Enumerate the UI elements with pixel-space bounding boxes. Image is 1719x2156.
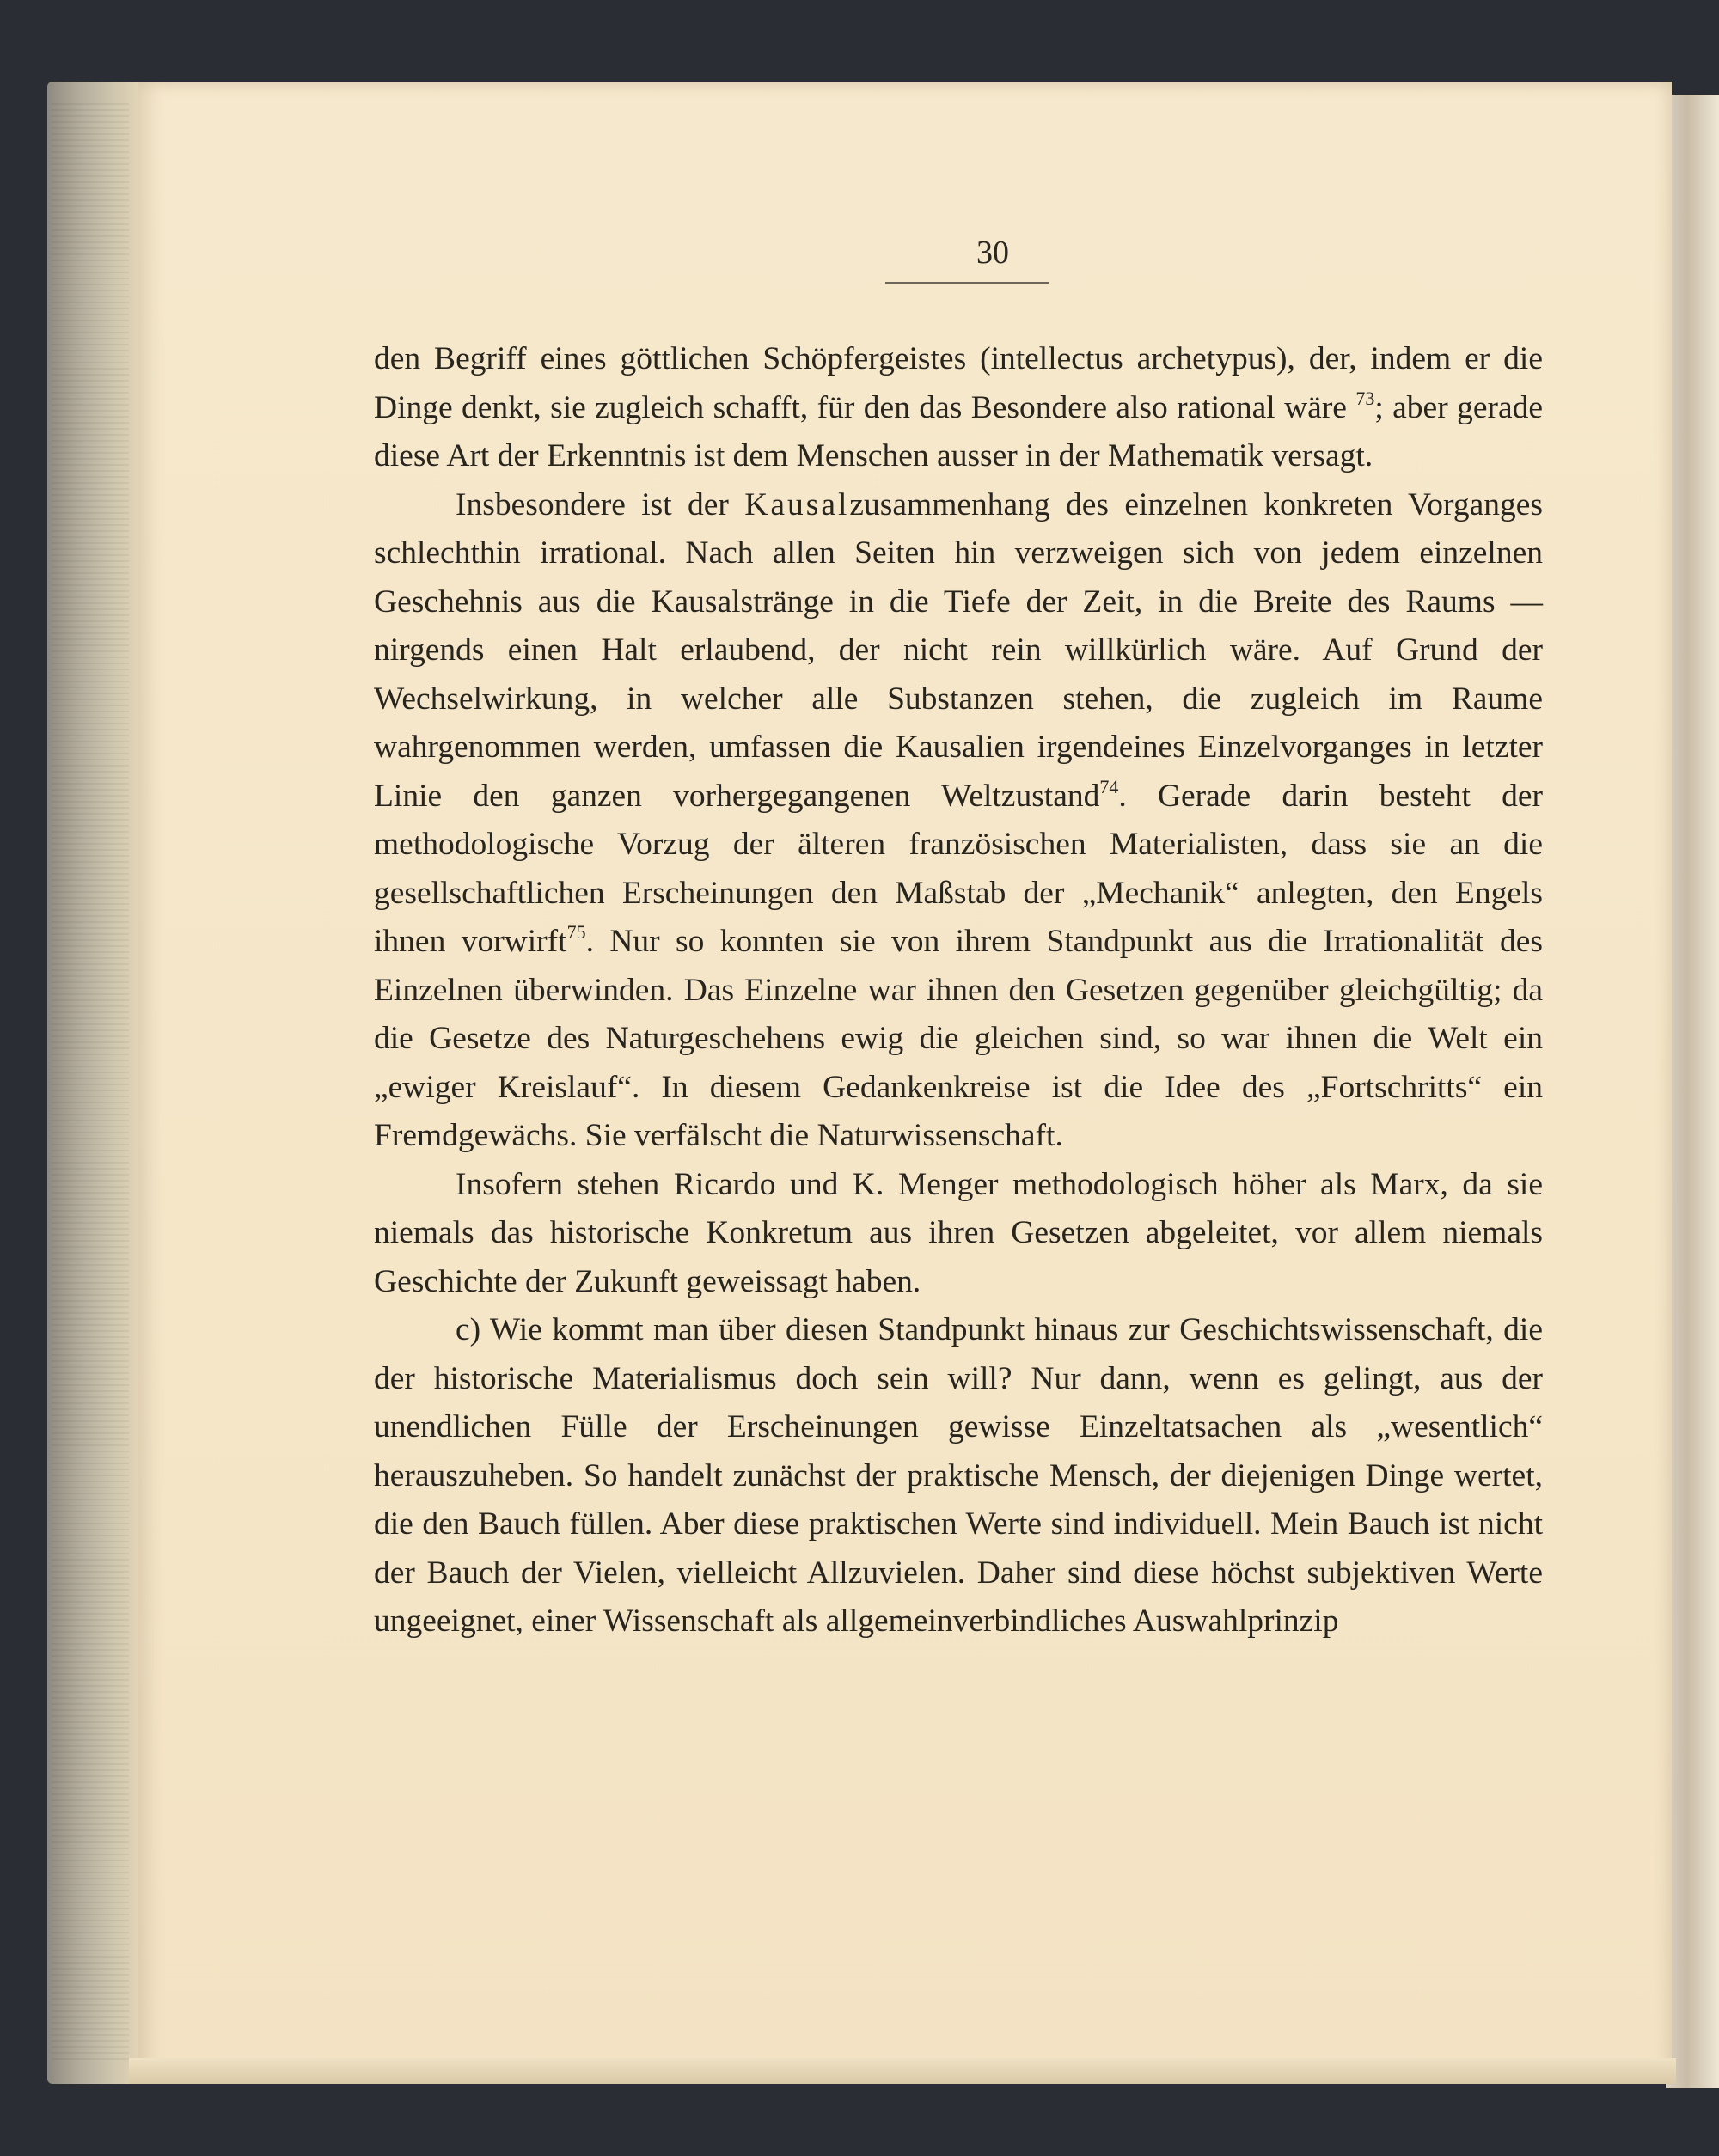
footnote-reference: 73	[1355, 387, 1375, 409]
spine-texture	[52, 103, 129, 2062]
page-number: 30	[976, 235, 1009, 271]
header-rule	[885, 282, 1049, 284]
paragraph	[374, 481, 1543, 1161]
footnote-reference: 75	[566, 921, 586, 943]
footnote-reference: 74	[1099, 775, 1119, 797]
text-run: . Nur so konnten sie von ihrem Standpunkt aus die Irrationalität des Einzelnen überwinden. Das Einzelne war ihnen den Gesetzen gegenüber gleichgültig; da die Gesetze des Naturgeschehens ewig die gleichen sind, so war ihnen die Welt ein „ewiger Kreislauf“. In diesem Gedankenkreise ist die Idee des „Fortschritts“ ein Fremdgewächs. Sie verfälscht die Naturwissenschaft.	[374, 924, 1543, 1153]
text-run: ; aber gerade diese Art der Erkenntnis ist dem Menschen ausser in der Mathematik versagt.	[374, 389, 1543, 473]
paragraph	[374, 1161, 1543, 1307]
paragraph	[374, 1306, 1543, 1646]
text-run: zusammenhang des einzelnen konkreten Vorganges schlechthin irrational. Nach allen Seiten hin verzweigen sich von jedem einzelnen Geschehnis aus die Kausalstränge in die Tiefe der Zeit, in die Breite des Raums — nirgends einen Halt erlaubend, der nicht rein willkürlich wäre. Auf Grund der Wechselwirkung, in welcher alle Substanzen stehen, die zugleich im Raume wahrgenommen werden, umfassen die Kausalien irgendeines Einzelvorganges in letzter Linie den ganzen vorhergegangenen Weltzustand	[374, 486, 1543, 814]
next-page-edge	[1666, 95, 1719, 2088]
text-run: c) Wie kommt man über diesen Standpunkt hinaus zur Geschichtswissenschaft, die der historische Materialismus doch sein will? Nur dann, wenn es gelingt, aus der unendlichen Fülle der Erscheinungen gewisse Einzeltatsachen als „wesentlich“ herauszuheben. So handelt zunächst der praktische Mensch, der diejenigen Dinge wertet, die den Bauch füllen. Aber diese praktischen Werte sind individuell. Mein Bauch ist nicht der Bauch der Vielen, vielleicht Allzuvielen. Daher sind diese höchst subjektiven Werte ungeeignet, einer Wissenschaft als allgemeinverbindliches Auswahlprinzip	[374, 1312, 1543, 1639]
emphasized-text: Kausal	[744, 486, 850, 522]
text-run: . Gerade darin besteht der methodologische Vorzug der älteren französischen Materialisten, dass sie an die gesellschaftlichen Erscheinungen den Maßstab der „Mechanik“ anlegten, den Engels ihnen vorwirft	[374, 778, 1544, 959]
paragraph	[374, 335, 1543, 481]
text-run: den Begriff eines göttlichen Schöpfergeistes (intellectus archetypus), der, indem er die Dinge denkt, sie zugleich schafft, für den das Besondere also rational wäre	[374, 341, 1543, 425]
body-text	[374, 335, 1543, 1646]
text-run: Insbesondere ist der	[456, 486, 745, 522]
text-run: Insofern stehen Ricardo und K. Menger methodologisch höher als Marx, da sie niemals das historische Konkretum aus ihren Gesetzen abgeleitet, vor allem niemals Geschichte der Zukunft geweissagt haben.	[374, 1166, 1543, 1299]
page-bottom-edge	[129, 2058, 1676, 2084]
